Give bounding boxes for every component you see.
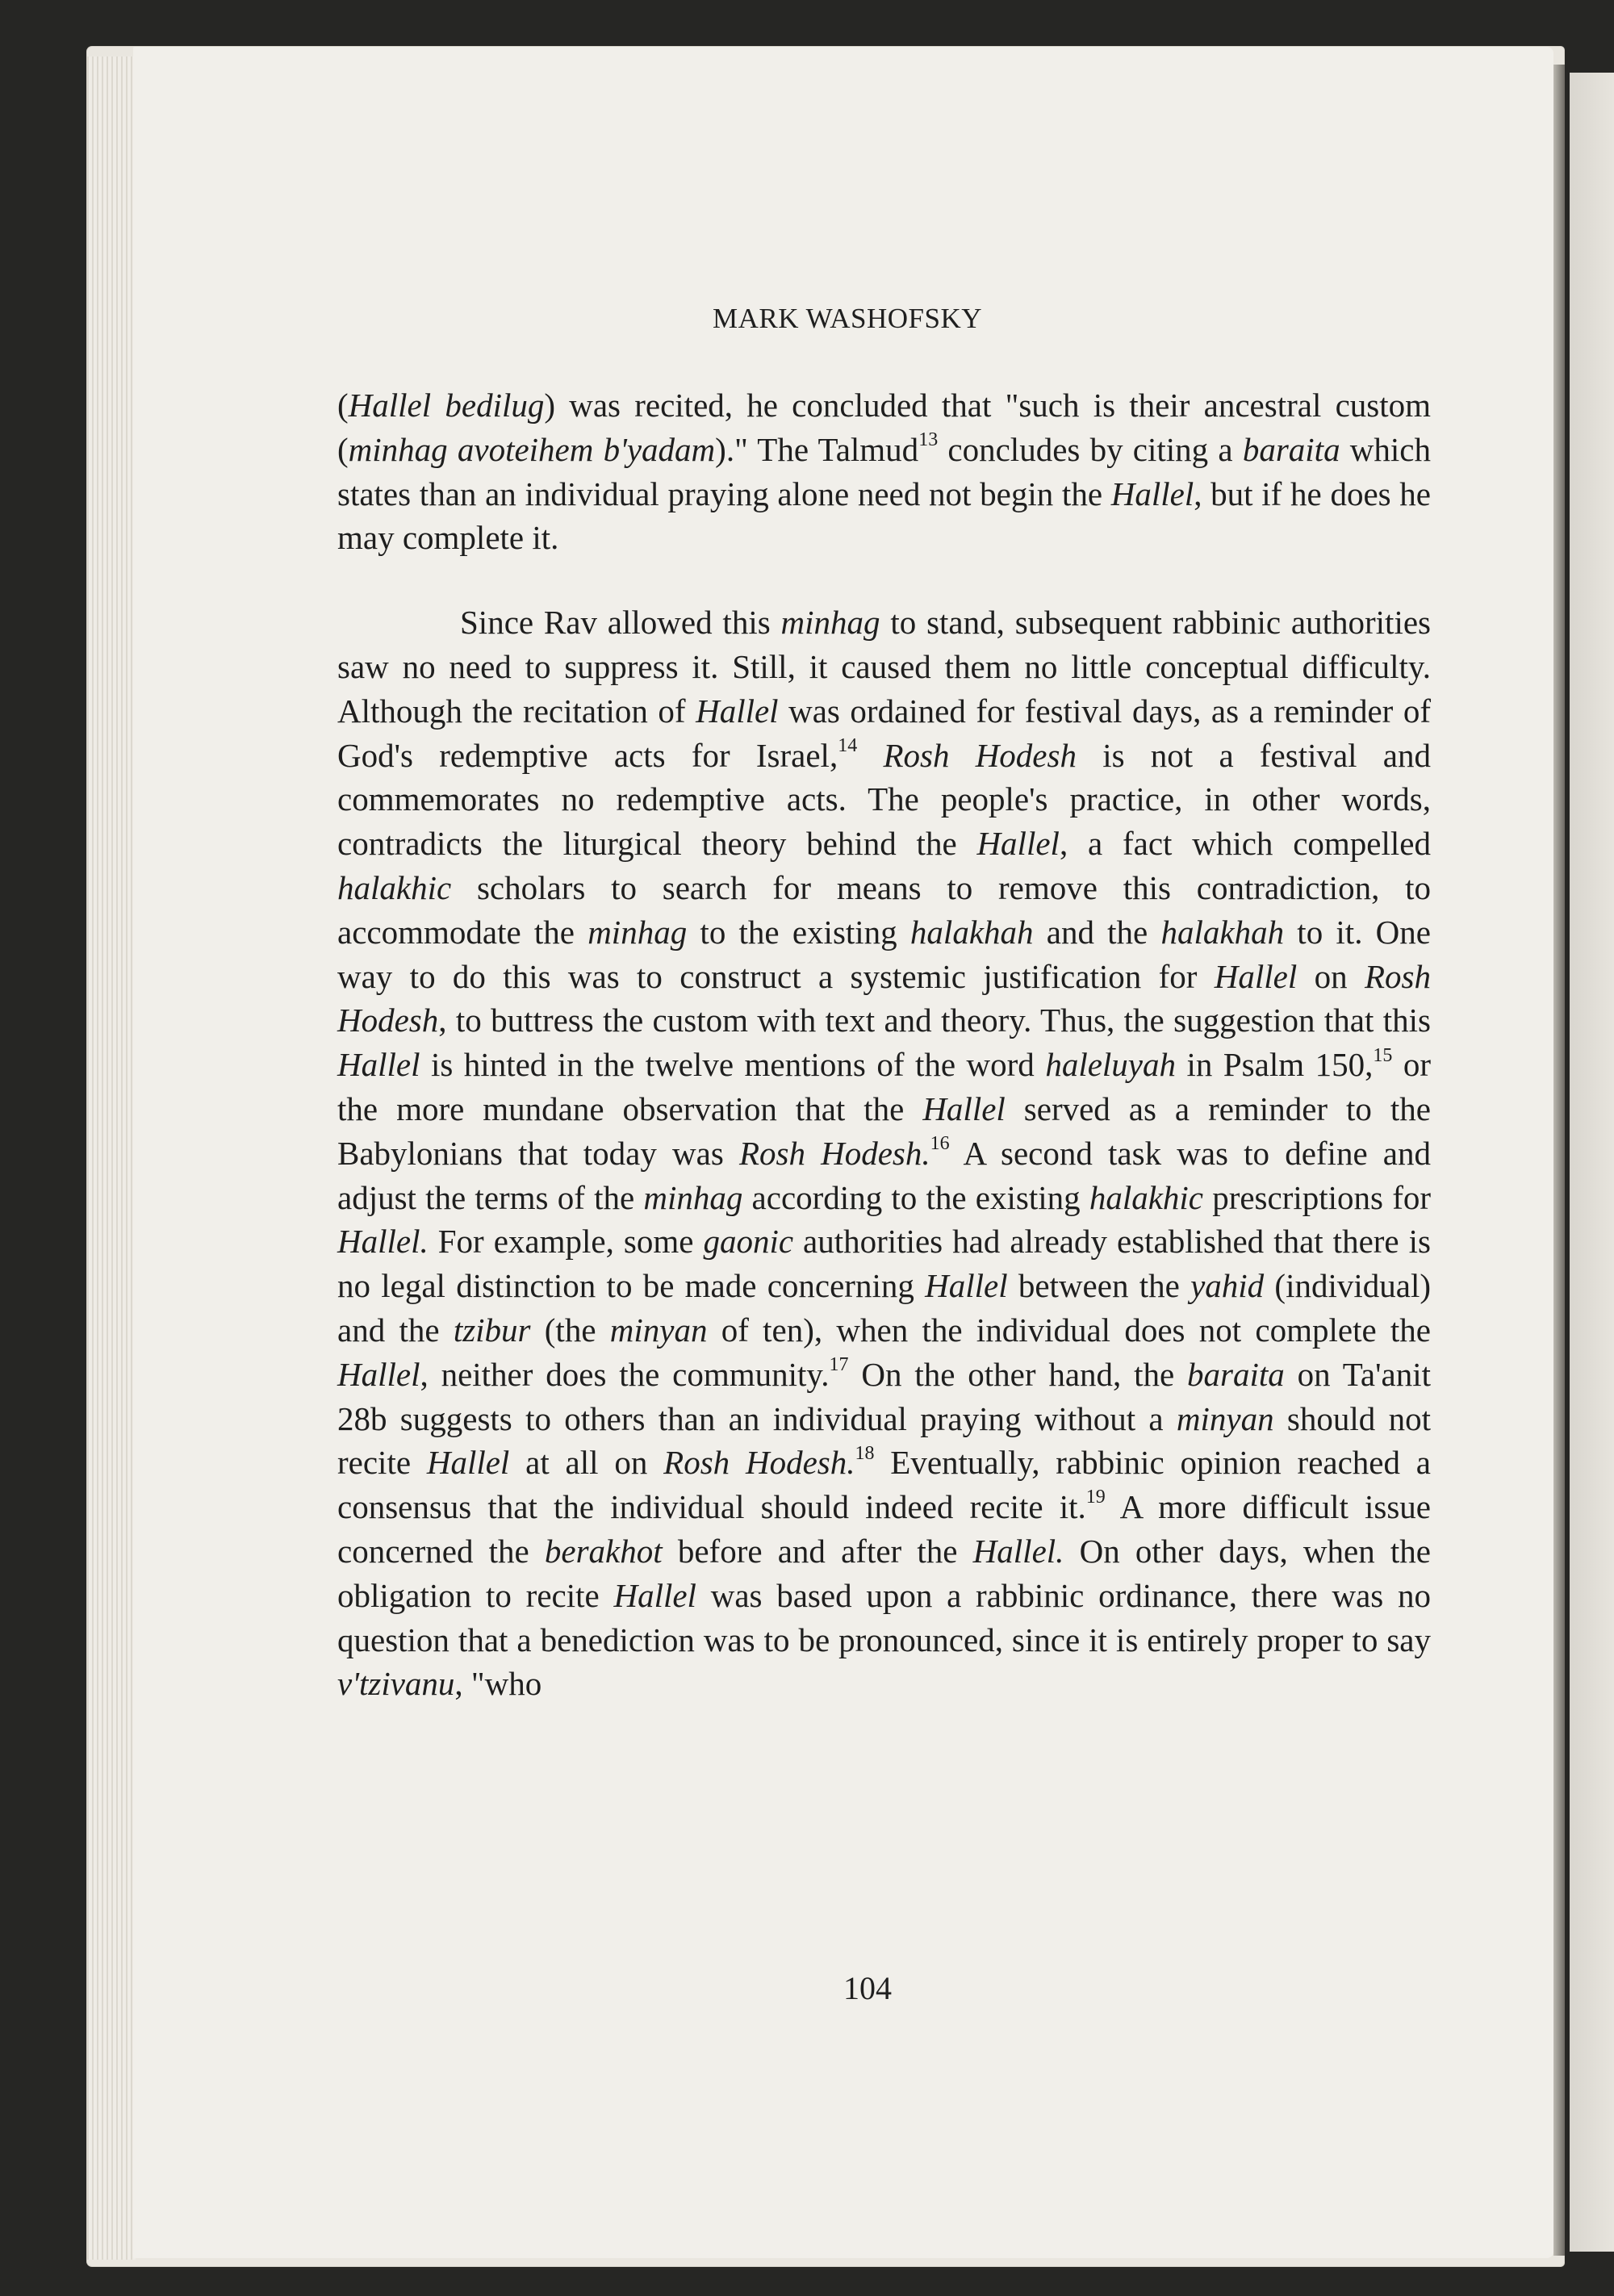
italic-term: halakhah [909,913,1034,951]
text-run: which states than an individual praying alone need not begin the [337,430,1432,512]
italic-term: baraita [1187,1355,1285,1393]
paragraph [337,600,1431,1706]
text-run: to the existing [687,913,910,951]
italic-term: minhag [643,1178,743,1216]
book-gutter [1553,65,1565,2256]
italic-term: halakhic [337,868,452,906]
italic-term: baraita [1242,430,1340,468]
text-run: , neither does the community. [420,1355,830,1393]
text-run: or the more mundane observation that the [337,1046,1432,1127]
italic-term: Hallel bedilug [348,387,545,424]
italic-term: Hallel [613,1576,696,1614]
text-run: , a fact which compelled [1059,825,1431,863]
text-run: is hinted in the twelve mentions of the word [420,1046,1046,1084]
italic-term: Hallel [337,1355,420,1393]
italic-term: minyan [609,1311,708,1349]
italic-term: Hallel [337,1046,420,1084]
paragraph [337,383,1431,560]
text-run [857,737,883,774]
italic-term: Hallel [1214,957,1298,995]
italic-term: berakhot [544,1532,663,1570]
italic-term: Hallel [426,1444,510,1482]
text-run: to it. One way to do this was to construct a systemic justification for [337,913,1431,995]
footnote-ref: 19 [1085,1487,1106,1508]
footnote-ref: 18 [855,1442,875,1464]
text-run: to stand, subsequent rabbinic authorities saw no need to suppress it. Still, it caused them no little conceptual difficulty. Although the recitation of [337,604,1431,730]
text-run: was based upon a rabbinic ordinance, there was no question that a benediction was to be pronounced, since it is entirely proper to say [337,1576,1432,1658]
italic-term: haleluyah [1045,1046,1176,1084]
italic-term: halakhic [1089,1178,1203,1216]
text-run: A more difficult issue concerned the [337,1488,1431,1570]
footnote-ref: 13 [918,429,939,451]
running-head: MARK WASHOFSKY [712,303,983,334]
italic-term: Hallel [976,825,1060,863]
italic-term: Rosh Hodesh. [738,1134,930,1172]
page-number: 104 [843,1970,892,2006]
text-run: (the [530,1311,610,1349]
text-run: before and after the [662,1532,973,1570]
text-run: on [1297,957,1365,995]
text-run: A second task was to define and adjust the terms of the [337,1134,1431,1216]
italic-term: Hallel [1110,475,1194,512]
text-run: according to the existing [742,1178,1089,1216]
text-run: , to buttress the custom with text and theory. Thus, the suggestion that this [438,1002,1431,1039]
footnote-ref: 14 [838,734,858,756]
text-run: )." The Talmud [715,430,919,468]
text-run: scholars to search for means to remove this contradiction, to accommodate the [337,868,1431,951]
text-run: of ten), when the individual does not complete the [707,1311,1432,1349]
italic-term: Hallel [925,1267,1008,1305]
italic-term: Rosh Hodesh. [663,1444,855,1482]
italic-term: Hallel [922,1089,1006,1127]
italic-term: tzibur [453,1311,531,1349]
page-edges [87,56,136,2260]
text-run: For example, some [428,1223,704,1261]
italic-term: Hallel. [337,1223,429,1261]
italic-term: gaonic [703,1223,794,1261]
text-run: (individual) and the [337,1267,1431,1349]
italic-term: Hallel [696,692,779,730]
text-run: on Ta'anit 28b suggests to others than an individual praying without a [337,1355,1431,1437]
footnote-ref: 17 [829,1354,849,1376]
text-run: Since Rav allowed this [460,604,781,642]
text-run: On other days, when the obligation to recite [337,1532,1431,1614]
text-run: concludes by citing a [938,430,1243,468]
text-run: between the [1007,1267,1191,1305]
italic-term: yahid [1190,1267,1265,1305]
italic-term: minhag [780,604,880,642]
text-run: in Psalm 150, [1176,1046,1374,1084]
text-run: is not a festival and commemorates no redemptive acts. The people's practice, in other words, contradicts the liturgical theory behind the [337,736,1432,863]
text-run: ) was recited, he concluded that "such is their ancestral custom ( [337,387,1432,468]
text-run: On the other hand, the [848,1355,1188,1393]
text-run: , "who [454,1665,542,1703]
italic-term: minhag [587,913,688,951]
italic-term: v'tzivanu [337,1665,455,1703]
text-run: prescriptions for [1203,1178,1431,1216]
italic-term: Hallel. [972,1532,1064,1570]
text-run: ( [337,387,349,424]
italic-term: Rosh Hodesh [883,736,1077,774]
text-run: and the [1033,913,1161,951]
footnote-ref: 16 [930,1133,950,1155]
footnote-ref: 15 [1373,1044,1393,1066]
text-run: at all on [509,1444,664,1482]
italic-term: halakhah [1160,913,1285,951]
text-run: , but if he does he may complete it. [337,475,1432,557]
italic-term: Rosh Hodesh [337,957,1432,1039]
text-run: served as a reminder to the Babylonians that today was [337,1089,1431,1172]
italic-term: minhag avoteihem b'yadam [348,430,716,468]
facing-page-edge [1570,73,1614,2252]
italic-term: minyan [1176,1399,1274,1437]
text-run: was ordained for festival days, as a reminder of God's redemptive acts for Israel, [337,692,1431,774]
body-text [337,383,1431,1706]
text-run: authorities had already established that there is no legal distinction to be made concerning [337,1223,1431,1305]
text-run: should not recite [337,1399,1431,1482]
text-run: Eventually, rabbinic opinion reached a consensus that the individual should indeed recite it. [337,1444,1431,1526]
